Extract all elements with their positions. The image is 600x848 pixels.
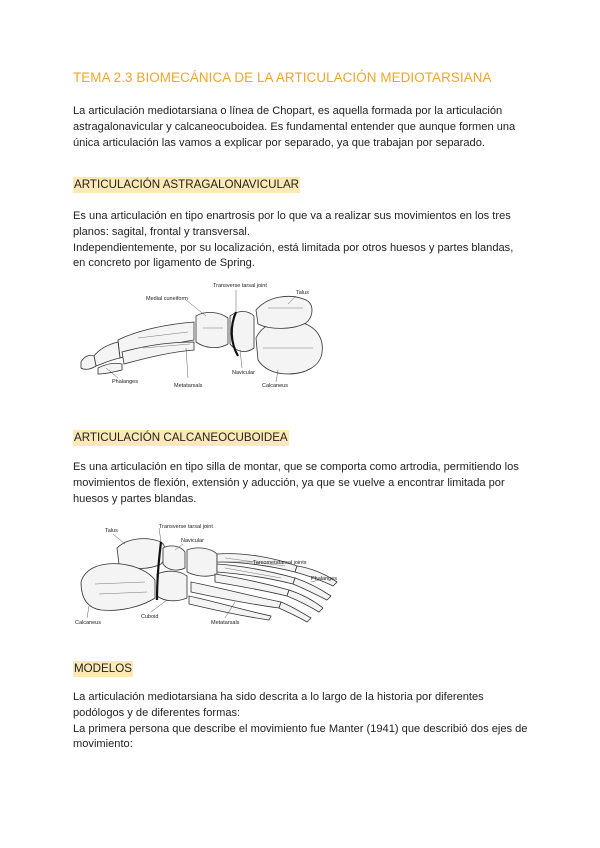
leader-metatarsals bbox=[186, 348, 188, 378]
intro-line: única articulación las vamos a explicar por separado, ya que trabajan por separado. bbox=[73, 136, 485, 149]
label-transverse-tarsal-joint: Transverse tarsal joint bbox=[159, 524, 213, 530]
astragalonavicular-paragraph bbox=[73, 209, 543, 272]
paragraph-line: en concreto por ligamento de Spring. bbox=[73, 257, 255, 270]
paragraph-line: Independientemente, por su localización, está limitada por otros huesos y partes blandas, bbox=[73, 241, 514, 254]
label-tarsometatarsal-joints: Tarsometatarsal joints bbox=[253, 560, 307, 566]
section-heading-astragalonavicular bbox=[73, 177, 300, 193]
calcaneus-bone bbox=[81, 564, 155, 611]
intro-line: astragalonavicular y calcaneocuboidea. Es fundamental entender que aunque formen una bbox=[73, 120, 516, 133]
leader-medial-cuneiform bbox=[186, 300, 206, 316]
section-heading-modelos bbox=[73, 661, 133, 677]
hallux-distal bbox=[81, 355, 96, 369]
modelos-paragraph bbox=[73, 690, 543, 753]
toe-lateral bbox=[98, 363, 122, 374]
paragraph-line: Es una articulación en tipo silla de montar, que se comporta como artrodia, permitiendo los bbox=[73, 461, 519, 473]
leader-transverse bbox=[159, 528, 161, 542]
talus-bone bbox=[256, 296, 312, 328]
hallux-proximal bbox=[94, 342, 120, 366]
navicular-bone bbox=[163, 546, 185, 570]
calcaneus-bone bbox=[256, 320, 322, 374]
intro-paragraph bbox=[73, 104, 543, 151]
foot-medial-illustration bbox=[78, 278, 338, 393]
foot-medial-view-figure bbox=[78, 278, 338, 393]
label-calcaneus: Calcaneus bbox=[262, 383, 288, 389]
leader-calcaneus bbox=[87, 606, 89, 618]
paragraph-line: movimiento: bbox=[73, 738, 133, 751]
foot-lateral-illustration bbox=[75, 522, 350, 630]
paragraph-line: Es una articulación en tipo enartrosis por lo que va a realizar sus movimientos en los tres bbox=[73, 210, 511, 222]
cuboid-bone bbox=[157, 571, 187, 601]
paragraph-line: huesos y partes blandas. bbox=[73, 492, 197, 505]
paragraph-line: La articulación mediotarsiana ha sido descrita a lo largo de la historia por diferentes bbox=[73, 691, 484, 703]
paragraph-line: La primera persona que describe el movimiento fue Manter (1941) que describió dos ejes de bbox=[73, 722, 528, 735]
label-medial-cuneiform: Medial cuneiform bbox=[146, 296, 188, 302]
section-heading-calcaneocuboidea bbox=[73, 430, 289, 446]
leader-cuboid bbox=[151, 600, 167, 612]
heading-highlight: ARTICULACIÓN ASTRAGALONAVICULAR bbox=[74, 178, 300, 191]
label-navicular: Navicular bbox=[232, 370, 255, 376]
leader-talus bbox=[113, 534, 125, 544]
label-talus: Talus bbox=[105, 528, 118, 534]
paragraph-line: planos: sagital, frontal y transversal. bbox=[73, 225, 250, 238]
label-talus: Talus bbox=[296, 290, 309, 296]
label-phalanges: Phalanges bbox=[311, 576, 337, 582]
label-navicular: Navicular bbox=[181, 538, 204, 544]
heading-highlight: ARTICULACIÓN CALCANEOCUBOIDEA bbox=[74, 431, 288, 444]
heading-highlight: MODELOS bbox=[74, 662, 132, 675]
paragraph-line: movimientos de flexión, extensión y aducción, ya que se vuelve a encontrar limitada por bbox=[73, 476, 505, 489]
label-metatarsals: Metatarsals bbox=[174, 383, 203, 389]
intro-line: La articulación mediotarsiana o línea de Chopart, es aquella formada por la articulación bbox=[73, 105, 503, 117]
page-title: TEMA 2.3 BIOMECÁNICA DE LA ARTICULACIÓN MEDIOTARSIANA bbox=[73, 70, 492, 85]
label-calcaneus: Calcaneus bbox=[75, 620, 101, 626]
calcaneocuboidea-paragraph bbox=[73, 460, 543, 507]
foot-lateral-view-figure bbox=[75, 522, 350, 630]
label-transverse-tarsal-joint: Transverse tarsal joint bbox=[213, 283, 267, 289]
cuneiform-bones bbox=[187, 548, 217, 576]
label-cuboid: Cuboid bbox=[141, 614, 159, 620]
label-phalanges: Phalanges bbox=[112, 379, 138, 385]
paragraph-line: podólogos y de diferentes formas: bbox=[73, 706, 241, 719]
medial-cuneiform-bone bbox=[196, 312, 228, 347]
label-metatarsals: Metatarsals bbox=[211, 620, 240, 626]
leader-navicular bbox=[240, 350, 242, 368]
